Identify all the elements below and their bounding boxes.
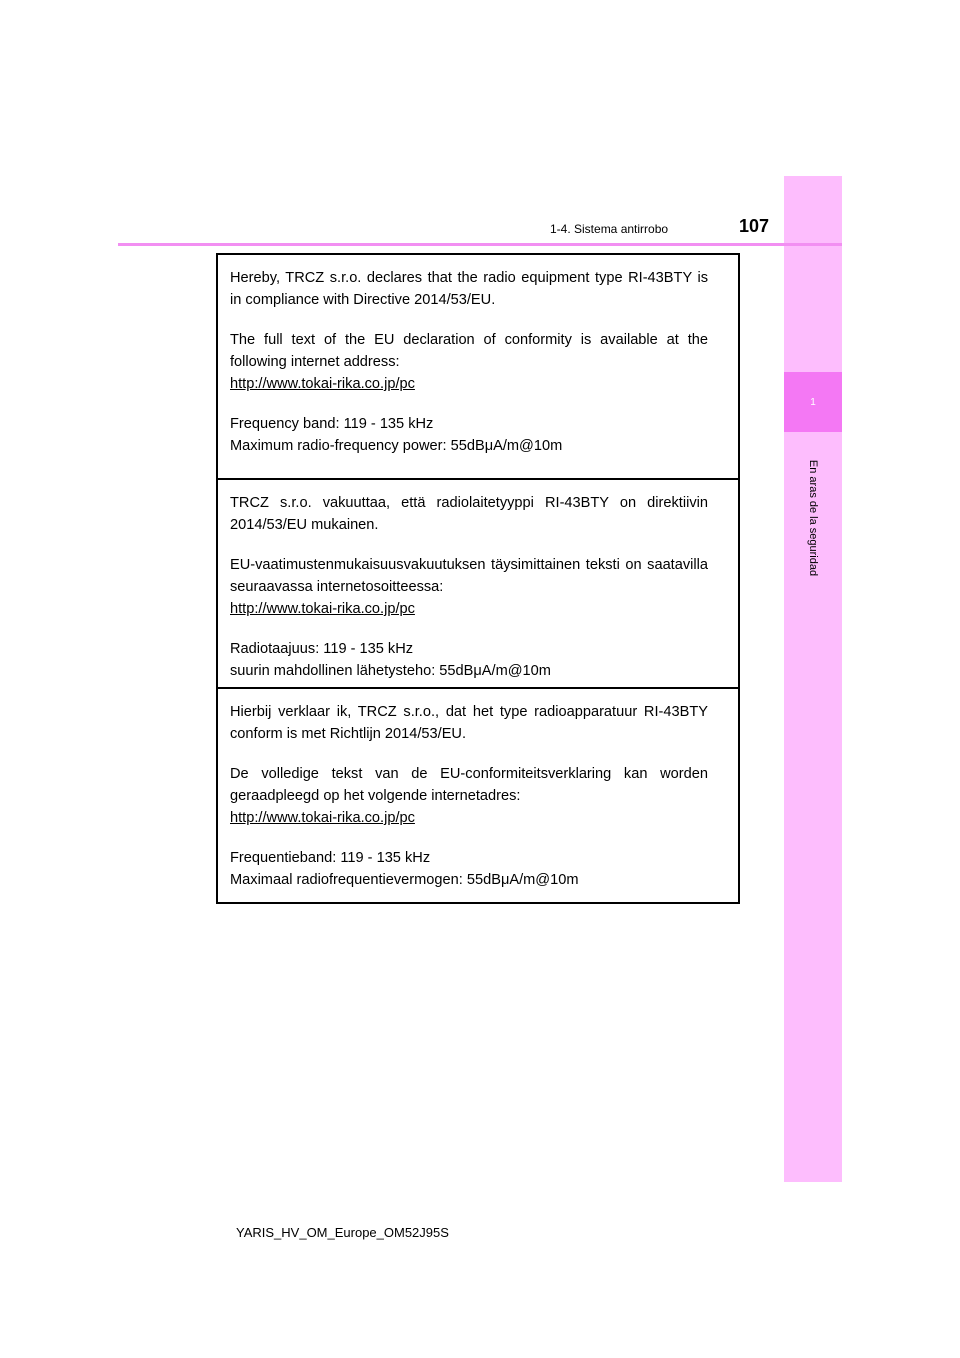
declaration-url-link[interactable]: http://www.tokai-rika.co.jp/pc bbox=[230, 376, 415, 392]
declaration-power: Maximaal radiofrequentievermogen: 55dBμA/m@10m bbox=[230, 872, 579, 888]
declaration-frequency: Radiotaajuus: 119 - 135 kHz bbox=[230, 641, 414, 657]
declaration-box bbox=[216, 253, 740, 904]
declaration-english bbox=[218, 255, 738, 478]
declaration-statement: Hereby, TRCZ s.r.o. declares that the radio equipment type RI-43BTY is in compliance with Directive 2014/53/EU. bbox=[230, 270, 708, 308]
declaration-power: suurin mahdollinen lähetysteho: 55dBμA/m@10m bbox=[230, 663, 551, 679]
declaration-availability: The full text of the EU declaration of conformity is available at the following internet address: bbox=[230, 332, 708, 370]
declaration-statement: Hierbij verklaar ik, TRCZ s.r.o., dat het type radioapparatuur RI-43BTY conform is met Richtlijn 2014/53/EU. bbox=[230, 704, 708, 742]
declaration-frequency: Frequentieband: 119 - 135 kHz bbox=[230, 850, 431, 866]
declaration-dutch bbox=[218, 687, 738, 902]
declaration-power: Maximum radio-frequency power: 55dBμA/m@10m bbox=[230, 438, 563, 454]
declaration-availability: EU-vaatimustenmukaisuusvakuutuksen täysimittainen teksti on saatavilla seuraavassa internetosoitteessa: bbox=[230, 557, 708, 595]
chapter-title: En aras de la seguridad bbox=[807, 459, 819, 577]
declaration-finnish bbox=[218, 478, 738, 687]
declaration-statement: TRCZ s.r.o. vakuuttaa, että radiolaitetyyppi RI-43BTY on direktiivin 2014/53/EU mukainen. bbox=[230, 495, 708, 533]
footer-doc-code: YARIS_HV_OM_Europe_OM52J95S bbox=[236, 1225, 449, 1240]
declaration-frequency: Frequency band: 119 - 135 kHz bbox=[230, 416, 434, 432]
header-divider bbox=[118, 243, 842, 246]
declaration-url-link[interactable]: http://www.tokai-rika.co.jp/pc bbox=[230, 601, 415, 617]
page-number: 107 bbox=[739, 216, 770, 236]
declaration-availability: De volledige tekst van de EU-conformiteitsverklaring kan worden geraadpleegd op het volgende internetadres: bbox=[230, 766, 708, 804]
chapter-side-tab bbox=[784, 176, 842, 1182]
chapter-number: 1 bbox=[810, 396, 816, 408]
declaration-url-link[interactable]: http://www.tokai-rika.co.jp/pc bbox=[230, 810, 415, 826]
section-title: 1-4. Sistema antirrobo bbox=[550, 222, 669, 236]
